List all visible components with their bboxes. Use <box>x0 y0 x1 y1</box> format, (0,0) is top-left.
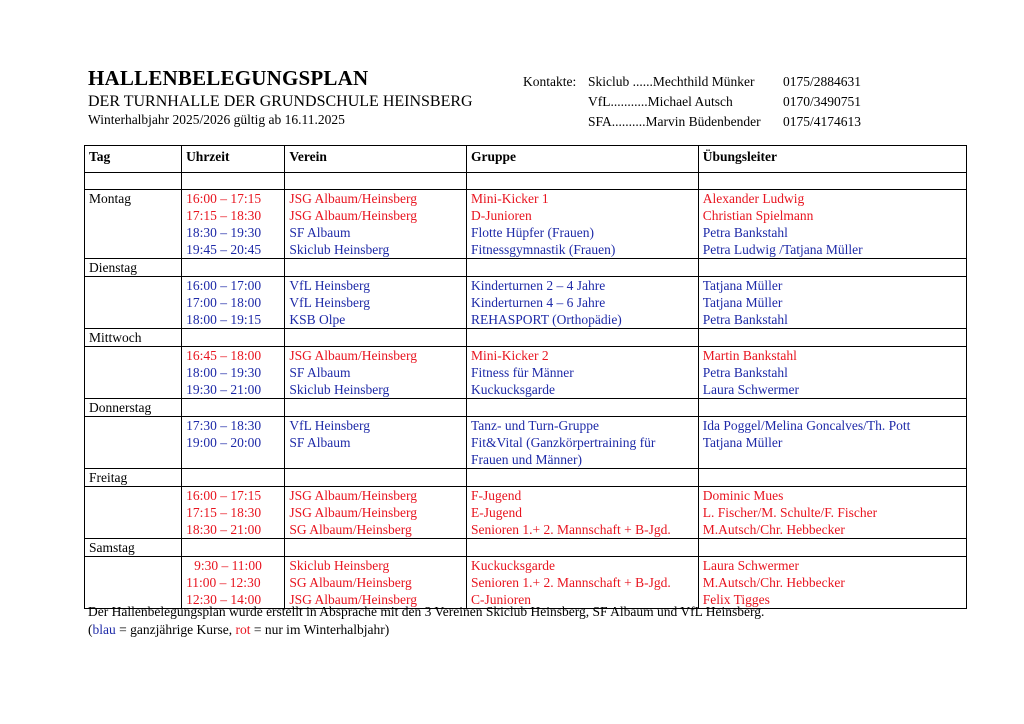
group-cell <box>467 557 699 609</box>
trainer-value: Christian Spielmann <box>702 208 814 223</box>
group-value: REHASPORT (Orthopädie) <box>471 312 622 327</box>
trainer-value: Tatjana Müller <box>702 295 783 310</box>
club-value: SG Albaum/Heinsberg <box>289 522 412 537</box>
time-value: 18:30 – 21:00 <box>186 522 262 537</box>
club-cell <box>285 487 467 539</box>
group-value: Mini-Kicker 1 <box>471 191 549 206</box>
club-cell <box>285 190 467 259</box>
trainer-cell <box>698 190 966 259</box>
day-header-row <box>85 469 967 487</box>
trainer-value: Laura Schwermer <box>702 382 800 397</box>
legend-mid: = ganzjährige Kurse, <box>115 622 236 637</box>
day-label: Freitag <box>85 469 182 487</box>
time-value: 18:00 – 19:15 <box>186 312 262 327</box>
table-header-row <box>85 146 967 173</box>
document-subtitle: DER TURNHALLE DER GRUNDSCHULE HEINSBERG <box>88 93 473 110</box>
day-block-dienstag <box>85 277 967 329</box>
trainer-cell <box>698 487 966 539</box>
schedule-table <box>84 145 967 609</box>
group-value: C-Junioren <box>471 592 531 607</box>
day-block-freitag <box>85 487 967 539</box>
day-header-row <box>85 399 967 417</box>
club-value: JSG Albaum/Heinsberg <box>289 488 418 503</box>
group-value: Kuckucksgarde <box>471 382 555 397</box>
trainer-value: Petra Bankstahl <box>702 365 788 380</box>
time-value: 11:00 – 12:30 <box>186 575 261 590</box>
trainer-value: M.Autsch/Chr. Hebbecker <box>702 575 845 590</box>
time-cell <box>182 417 285 469</box>
day-label: Mittwoch <box>85 329 182 347</box>
day-block-samstag <box>85 557 967 609</box>
trainer-value: Petra Bankstahl <box>702 225 788 240</box>
contact-person: VfL...........Michael Autsch <box>588 94 733 109</box>
time-value: 19:45 – 20:45 <box>186 242 262 257</box>
club-value: SF Albaum <box>289 365 351 380</box>
club-value: Skiclub Heinsberg <box>289 382 390 397</box>
trainer-value: Felix Tigges <box>702 592 770 607</box>
group-value: Kuckucksgarde <box>471 558 555 573</box>
day-header-row <box>85 259 967 277</box>
trainer-cell <box>698 347 966 399</box>
legend-end: = nur im Winterhalbjahr) <box>250 622 390 637</box>
day-label: Dienstag <box>85 259 182 277</box>
club-value: SF Albaum <box>289 435 351 450</box>
contact-person: Skiclub ......Mechthild Münker <box>588 74 755 89</box>
group-value: Kinderturnen 2 – 4 Jahre <box>471 278 606 293</box>
club-cell <box>285 557 467 609</box>
contact-phone: 0175/4174613 <box>783 114 862 129</box>
time-cell <box>182 487 285 539</box>
club-cell <box>285 277 467 329</box>
header-gruppe: Gruppe <box>467 146 699 173</box>
trainer-value: Tatjana Müller <box>702 435 783 450</box>
contact-phone: 0175/2884631 <box>783 74 862 89</box>
season-validity: Winterhalbjahr 2025/2026 gültig ab 16.11.2025 <box>88 112 345 127</box>
legend-blue: blau <box>92 622 116 637</box>
group-value: Fit&Vital (Ganzkörpertraining für Frauen und Männer) <box>471 435 656 467</box>
time-value: 17:30 – 18:30 <box>186 418 262 433</box>
trainer-value: Dominic Mues <box>702 488 784 503</box>
time-value: 19:00 – 20:00 <box>186 435 262 450</box>
club-value: Skiclub Heinsberg <box>289 558 390 573</box>
group-value: Mini-Kicker 2 <box>471 348 549 363</box>
trainer-cell <box>698 557 966 609</box>
time-value: 16:00 – 17:15 <box>186 191 262 206</box>
day-label: Montag <box>85 190 182 259</box>
time-value: 19:30 – 21:00 <box>186 382 262 397</box>
group-value: Fitnessgymnastik (Frauen) <box>471 242 616 257</box>
day-header-row <box>85 329 967 347</box>
day-label: Donnerstag <box>85 399 182 417</box>
time-cell <box>182 557 285 609</box>
trainer-value: Tatjana Müller <box>702 278 783 293</box>
group-cell <box>467 190 699 259</box>
time-value: 17:15 – 18:30 <box>186 505 262 520</box>
header-uhrzeit: Uhrzeit <box>182 146 285 173</box>
time-cell <box>182 190 285 259</box>
time-value: 16:00 – 17:00 <box>186 278 262 293</box>
trainer-value: M.Autsch/Chr. Hebbecker <box>702 522 845 537</box>
time-value: 12:30 – 14:00 <box>186 592 262 607</box>
club-value: JSG Albaum/Heinsberg <box>289 348 418 363</box>
club-value: VfL Heinsberg <box>289 418 370 433</box>
club-cell <box>285 347 467 399</box>
footer-line: Der Hallenbelegungsplan wurde erstellt in Absprache mit den 3 Vereinen Skiclub Heinsberg, SF Albaum und VfL Heinsberg. <box>88 604 765 619</box>
club-value: SF Albaum <box>289 225 351 240</box>
group-value: Kinderturnen 4 – 6 Jahre <box>471 295 606 310</box>
club-cell <box>285 417 467 469</box>
group-value: D-Junioren <box>471 208 532 223</box>
club-value: KSB Olpe <box>289 312 346 327</box>
group-value: E-Jugend <box>471 505 522 520</box>
time-value: 9:30 – 11:00 <box>194 558 262 573</box>
club-value: JSG Albaum/Heinsberg <box>289 208 418 223</box>
contact-phone: 0170/3490751 <box>783 94 862 109</box>
club-value: Skiclub Heinsberg <box>289 242 390 257</box>
trainer-cell <box>698 417 966 469</box>
trainer-value: Martin Bankstahl <box>702 348 797 363</box>
document-title: HALLENBELEGUNGSPLAN <box>88 66 369 90</box>
club-value: JSG Albaum/Heinsberg <box>289 505 418 520</box>
club-value: SG Albaum/Heinsberg <box>289 575 412 590</box>
group-value: Flotte Hüpfer (Frauen) <box>471 225 594 240</box>
trainer-value: Alexander Ludwig <box>702 191 805 206</box>
contacts-label: Kontakte: <box>523 74 577 89</box>
club-value: VfL Heinsberg <box>289 278 370 293</box>
color-legend <box>88 621 764 639</box>
day-block-montag <box>85 190 967 259</box>
group-cell <box>467 417 699 469</box>
header-tag: Tag <box>85 146 182 173</box>
group-value: F-Jugend <box>471 488 522 503</box>
trainer-value: Petra Ludwig /Tatjana Müller <box>702 242 863 257</box>
time-cell <box>182 347 285 399</box>
group-value: Senioren 1.+ 2. Mannschaft + B-Jgd. <box>471 575 671 590</box>
trainer-value: Ida Poggel/Melina Goncalves/Th. Pott <box>702 418 911 433</box>
trainer-value: Petra Bankstahl <box>702 312 788 327</box>
club-value: VfL Heinsberg <box>289 295 370 310</box>
day-header-row <box>85 539 967 557</box>
group-value: Fitness für Männer <box>471 365 574 380</box>
time-value: 16:45 – 18:00 <box>186 348 262 363</box>
day-label: Samstag <box>85 539 182 557</box>
day-block-mittwoch <box>85 347 967 399</box>
time-value: 18:30 – 19:30 <box>186 225 262 240</box>
group-cell <box>467 347 699 399</box>
legend-red: rot <box>235 622 251 637</box>
footer-note <box>88 603 764 639</box>
trainer-value: L. Fischer/M. Schulte/F. Fischer <box>702 505 878 520</box>
trainer-value: Laura Schwermer <box>702 558 800 573</box>
club-value: JSG Albaum/Heinsberg <box>289 191 418 206</box>
time-value: 17:00 – 18:00 <box>186 295 262 310</box>
time-value: 17:15 – 18:30 <box>186 208 262 223</box>
day-block-donnerstag <box>85 417 967 469</box>
header-verein: Verein <box>285 146 467 173</box>
time-cell <box>182 277 285 329</box>
time-value: 18:00 – 19:30 <box>186 365 262 380</box>
empty-row <box>85 173 967 190</box>
group-cell <box>467 487 699 539</box>
contact-person: SFA..........Marvin Büdenbender <box>588 114 761 129</box>
time-value: 16:00 – 17:15 <box>186 488 262 503</box>
group-value: Tanz- und Turn-Gruppe <box>471 418 600 433</box>
trainer-cell <box>698 277 966 329</box>
club-value: JSG Albaum/Heinsberg <box>289 592 418 607</box>
legend-open: ( <box>88 622 93 637</box>
group-value: Senioren 1.+ 2. Mannschaft + B-Jgd. <box>471 522 671 537</box>
header-leiter: Übungsleiter <box>698 146 966 173</box>
group-cell <box>467 277 699 329</box>
